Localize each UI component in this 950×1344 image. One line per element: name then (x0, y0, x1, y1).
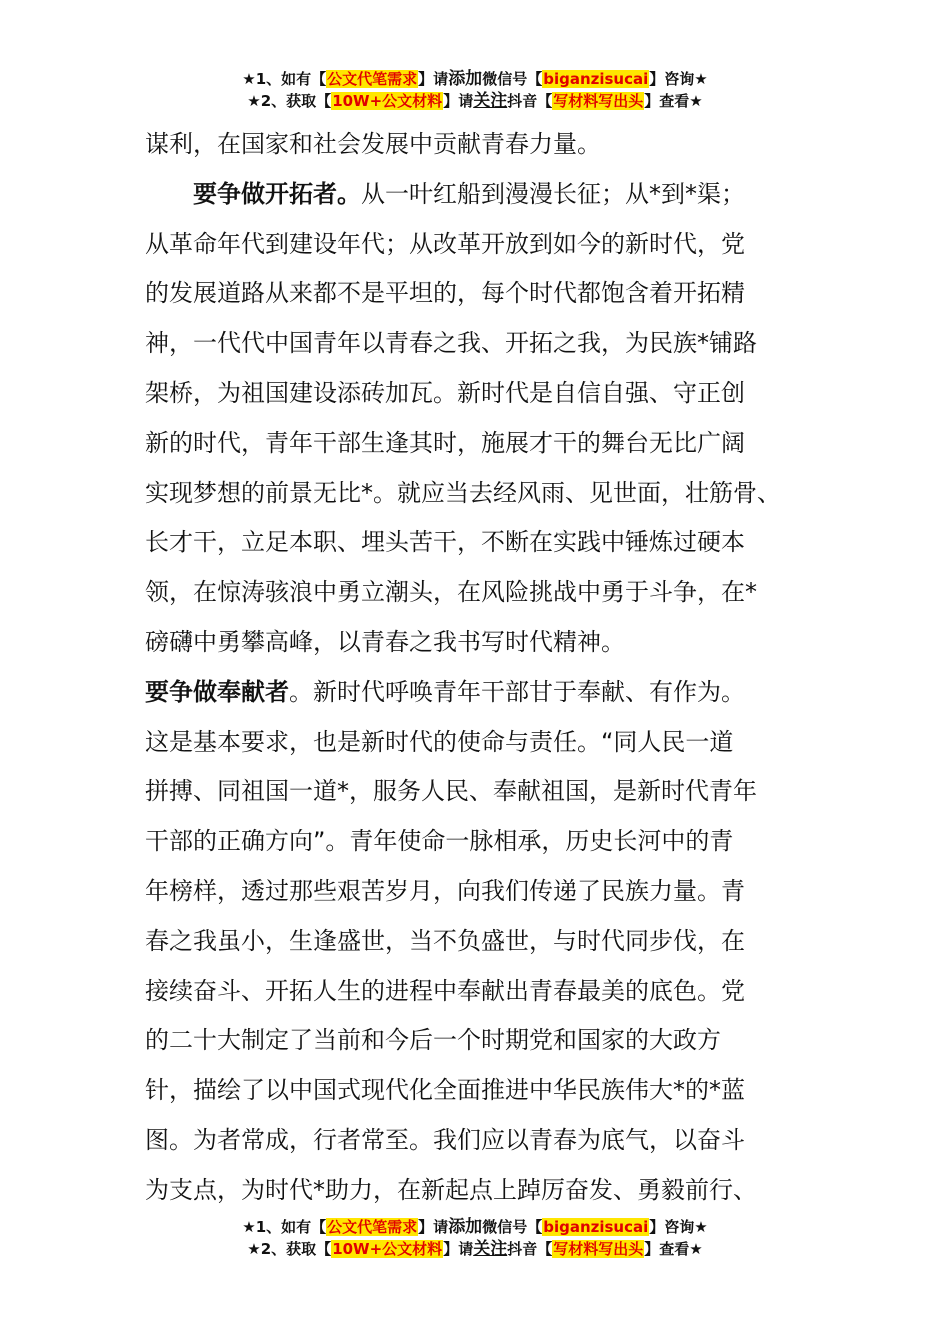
section-heading: 要争做奉献者 (145, 677, 289, 706)
banner-text: 添加 (448, 69, 483, 89)
banner-text: 关注 (473, 1239, 508, 1259)
banner-text: 添加 (448, 1217, 483, 1237)
header-banner (0, 68, 950, 112)
text-line: 神，一代代中国青年以青春之我、开拓之我，为民族*铺路 (145, 329, 757, 358)
banner-text: 微信号【 (482, 1218, 543, 1236)
banner-highlight: 公文代笔需求 (327, 1218, 418, 1236)
text-line: 的二十大制定了当前和今后一个时期党和国家的大政方 (145, 1026, 721, 1055)
text-line: 磅礴中勇攀高峰，以青春之我书写时代精神。 (145, 627, 625, 656)
text-line: 为支点，为时代*助力，在新起点上踔厉奋发、勇毅前行、 (145, 1175, 757, 1204)
banner-highlight: biganzisucai (543, 70, 649, 88)
text-line: 长才干，立足本职、埋头苦干，不断在实践中锤炼过硬本 (145, 528, 745, 557)
text-line: 领，在惊涛骇浪中勇立潮头，在风险挑战中勇于斗争，在* (145, 578, 757, 607)
banner-text: 微信号【 (482, 70, 543, 88)
footer-banner (0, 1216, 950, 1260)
text-line: 接续奋斗、开拓人生的进程中奉献出青春最美的底色。党 (145, 976, 745, 1005)
banner-text: 抖音【 (507, 1240, 553, 1258)
text-line (145, 668, 825, 718)
text-line: 新的时代，青年干部生逢其时，施展才干的舞台无比广阔 (145, 428, 745, 457)
section-heading: 要争做开拓者。 (193, 179, 361, 208)
text-span: 。新时代呼唤青年干部甘于奉献、有作为。 (289, 677, 745, 706)
text-line: 图。为者常成，行者常至。我们应以青春为底气，以奋斗 (145, 1125, 745, 1154)
text-line: 年榜样，透过那些艰苦岁月，向我们传递了民族力量。青 (145, 876, 745, 905)
banner-highlight: 10W+公文材料 (332, 1240, 443, 1258)
banner-text: 】请 (418, 1218, 449, 1236)
text-line: 春之我虽小，生逢盛世，当不负盛世，与时代同步伐，在 (145, 926, 745, 955)
banner-text: 】查看★ (644, 92, 703, 110)
text-line (145, 170, 825, 220)
banner-text: ★2、获取【 (247, 92, 332, 110)
banner-text: 】请 (443, 1240, 474, 1258)
document-body (145, 120, 825, 1216)
text-line: 架桥，为祖国建设添砖加瓦。新时代是自信自强、守正创 (145, 378, 745, 407)
text-line: 实现梦想的前景无比*。就应当去经风雨、见世面，壮筋骨、 (145, 478, 781, 507)
banner-text: 】咨询★ (649, 1218, 708, 1236)
text-line: 干部的正确方向”。青年使命一脉相承，历史长河中的青 (145, 827, 734, 856)
banner-text: 】咨询★ (649, 70, 708, 88)
text-line: 针，描绘了以中国式现代化全面推进中华民族伟大*的*蓝 (145, 1076, 745, 1105)
banner-highlight: 公文代笔需求 (327, 70, 418, 88)
text-line: 谋利，在国家和社会发展中贡献青春力量。 (145, 130, 601, 158)
text-line: 从革命年代到建设年代；从改革开放到如今的新时代，党 (145, 229, 745, 258)
banner-line-2 (0, 90, 950, 112)
text-line: 的发展道路从来都不是平坦的，每个时代都饱含着开拓精 (145, 279, 745, 308)
banner-text: 】请 (443, 92, 474, 110)
banner-text: 抖音【 (507, 92, 553, 110)
text-line: 这是基本要求，也是新时代的使命与责任。“同人民一道 (145, 727, 734, 756)
banner-line-1 (0, 1216, 950, 1238)
banner-text: ★1、如有【 (242, 1218, 327, 1236)
banner-line-2 (0, 1238, 950, 1260)
banner-highlight: biganzisucai (543, 1218, 649, 1236)
banner-highlight: 10W+公文材料 (332, 92, 443, 110)
text-line: 拼搏、同祖国一道*，服务人民、奉献祖国，是新时代青年 (145, 777, 757, 806)
banner-text: 】请 (418, 70, 449, 88)
banner-text: ★1、如有【 (242, 70, 327, 88)
banner-text: ★2、获取【 (247, 1240, 332, 1258)
banner-text: 】查看★ (644, 1240, 703, 1258)
banner-line-1 (0, 68, 950, 90)
banner-highlight: 写材料写出头 (553, 92, 644, 110)
banner-text: 关注 (473, 91, 508, 111)
banner-highlight: 写材料写出头 (553, 1240, 644, 1258)
text-span: 从一叶红船到漫漫长征；从*到*渠； (361, 179, 745, 208)
